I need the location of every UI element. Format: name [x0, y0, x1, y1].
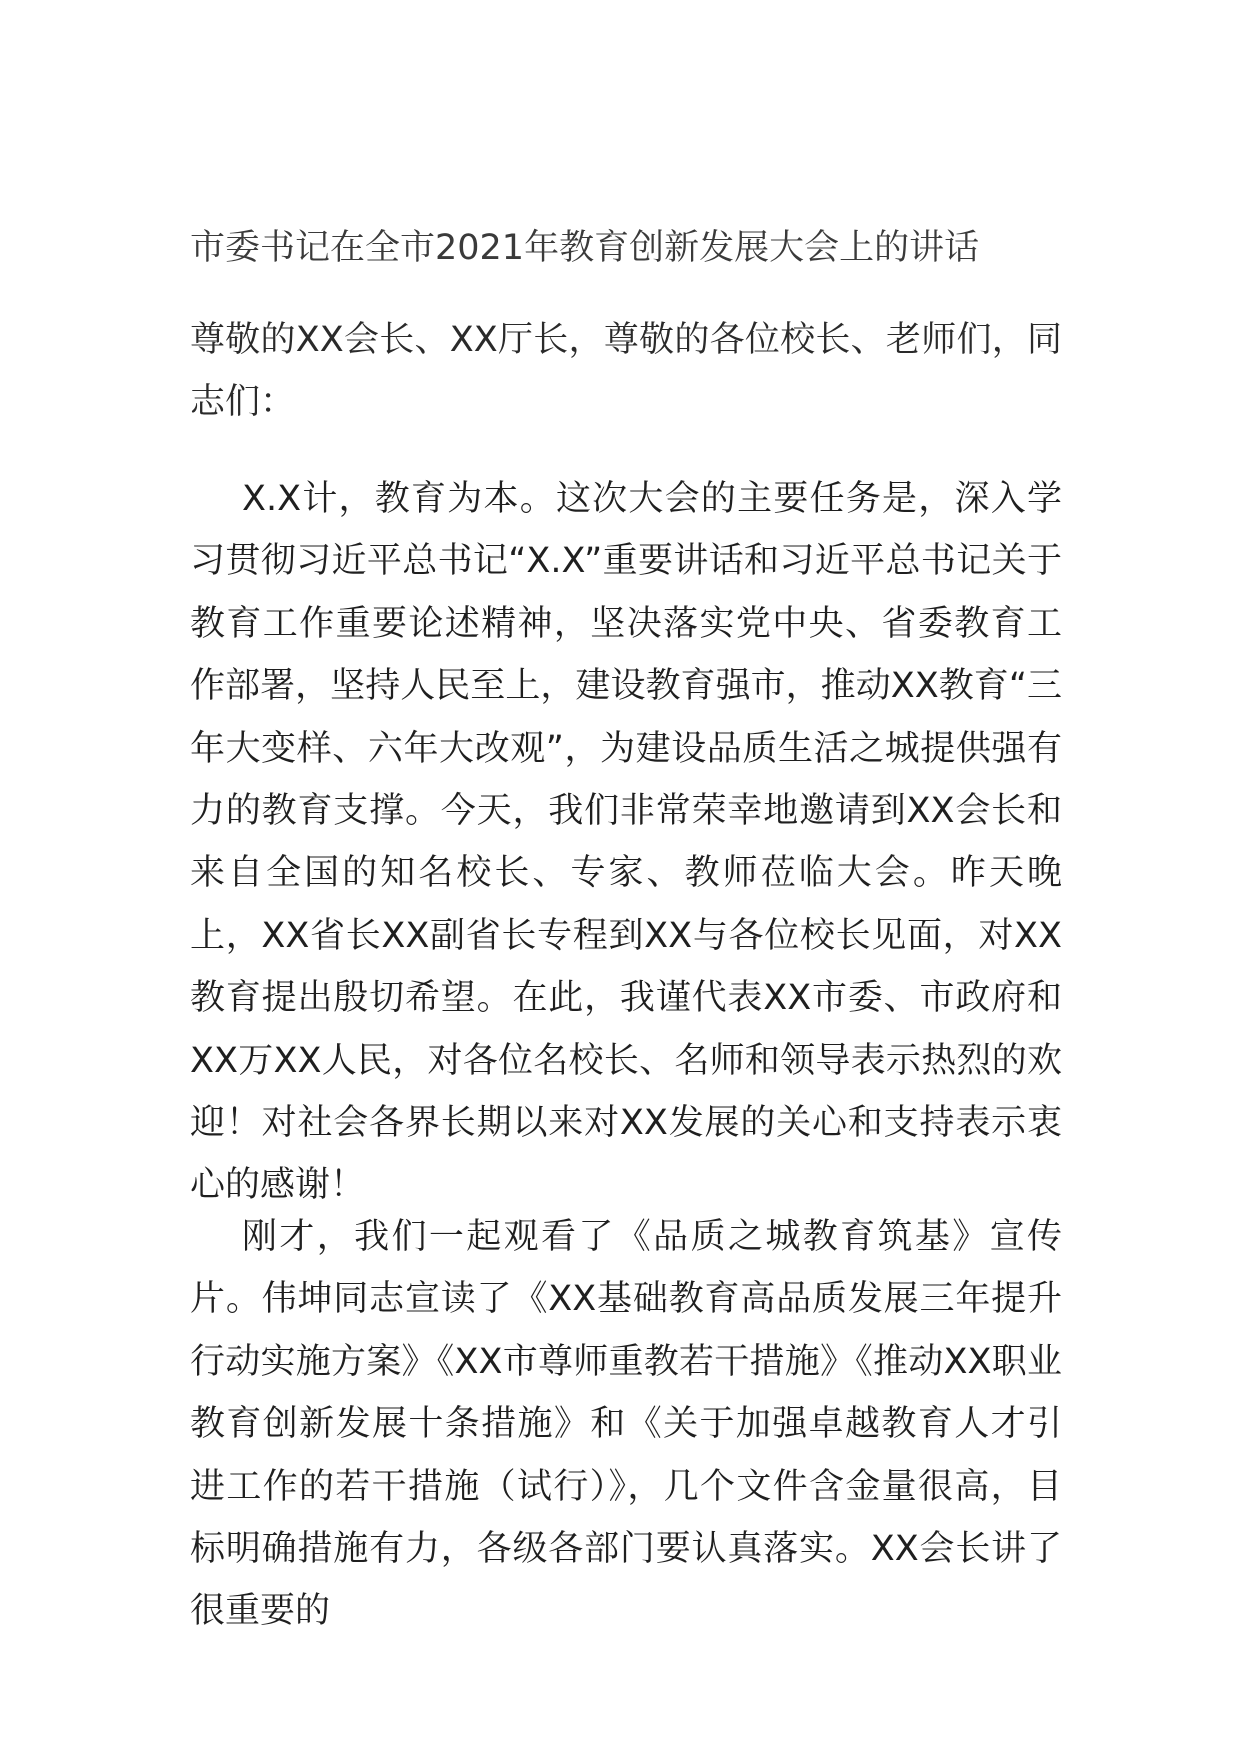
salutation: 尊敬的XX会长、XX厅长，尊敬的各位校长、老师们，同志们：	[190, 320, 1062, 422]
paragraph-2: 刚才，我们一起观看了《品质之城教育筑基》宣传片。伟坤同志宣读了《XX基础教育高品质发展三年提升行动实施方案》《XX市尊师重教若干措施》《推动XX职业教育创新发展十条措施》和《关于加强卓越教育人才引进工作的若干措施（试行）》，几个文件含金量很高，目标明确措施有力，各级各部门要认真落实。XX会长讲了很重要的	[190, 1217, 1062, 1632]
document-title: 市委书记在全市2021年教育创新发展大会上的讲话	[190, 228, 980, 268]
paragraph-1: X.X计，教育为本。这次大会的主要任务是，深入学习贯彻习近平总书记“X.X”重要讲话和习近平总书记关于教育工作重要论述精神，坚决落实党中央、省委教育工作部署，坚持人民至上，建设教育强市，推动XX教育“三年大变样、六年大改观”，为建设品质生活之城提供强有力的教育支撑。今天，我们非常荣幸地邀请到XX会长和来自全国的知名校长、专家、教师莅临大会。昨天晚上，XX省长XX副省长专程到XX与各位校长见面，对XX教育提出殷切希望。在此，我谨代表XX市委、市政府和XX万XX人民，对各位名校长、名师和领导表示热烈的欢迎！对社会各界长期以来对XX发展的关心和支持表示衷心的感谢！	[190, 479, 1062, 1206]
